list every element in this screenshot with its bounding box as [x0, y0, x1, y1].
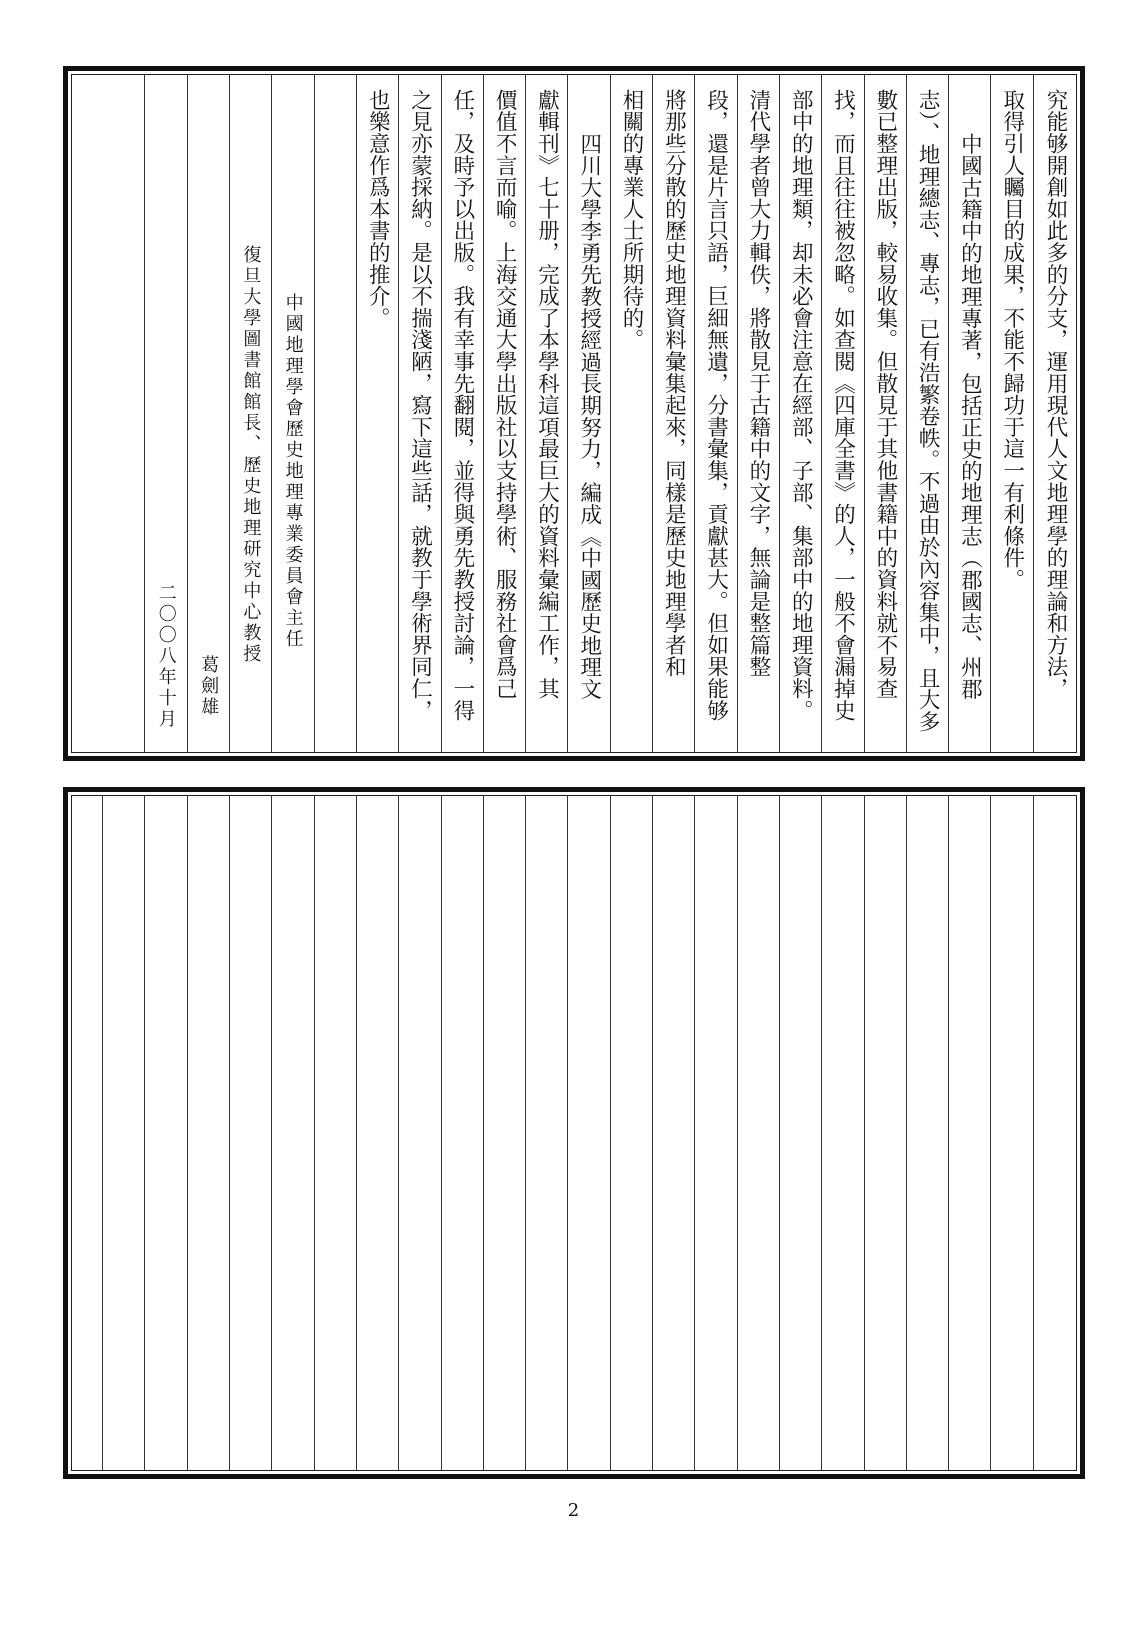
blank-ruled-frame: [63, 787, 1085, 1479]
signature-name: 葛劍雄: [188, 75, 230, 752]
empty-column: [72, 796, 103, 1470]
empty-column: [865, 796, 907, 1470]
text-column: 中國古籍中的地理專著，包括正史的地理志（郡國志、州郡: [949, 75, 991, 752]
empty-column: [103, 796, 145, 1470]
empty-column: [568, 796, 610, 1470]
empty-column: [653, 796, 695, 1470]
empty-column: [738, 796, 780, 1470]
empty-column: [442, 796, 484, 1470]
signature-title-1: 中國地理學會歷史地理專業委員會主任: [272, 75, 314, 752]
signature-date: 二〇〇八年十月: [145, 75, 187, 752]
text-column: 取得引人矚目的成果，不能不歸功于這一有利條件。: [991, 75, 1033, 752]
empty-column: [991, 796, 1033, 1470]
empty-column: [907, 796, 949, 1470]
column-grid: [71, 74, 1077, 753]
page-number: 2: [567, 1500, 580, 1521]
column-grid: [71, 795, 1077, 1471]
text-column: 部中的地理類，却未必會注意在經部、子部、集部中的地理資料。: [780, 75, 822, 752]
empty-column: [72, 75, 145, 752]
empty-column: [695, 796, 737, 1470]
empty-column: [272, 796, 314, 1470]
text-column: 四川大學李勇先教授經過長期努力，編成《中國歷史地理文: [568, 75, 610, 752]
text-column: 價值不言而喻。上海交通大學出版社以支持學術、服務社會爲己: [484, 75, 526, 752]
empty-column: [315, 75, 357, 752]
text-column: 任，及時予以出版。我有幸事先翻閱，並得與勇先教授討論，一得: [442, 75, 484, 752]
empty-column: [315, 796, 357, 1470]
text-column: 也樂意作爲本書的推介。: [357, 75, 399, 752]
empty-column: [611, 796, 653, 1470]
empty-column: [399, 796, 441, 1470]
empty-column: [1034, 796, 1076, 1470]
text-column: 獻輯刊》七十册，完成了本學科這項最巨大的資料彙編工作，其: [526, 75, 568, 752]
text-column: 清代學者曾大力輯佚，將散見于古籍中的文字，無論是整篇整: [738, 75, 780, 752]
text-column: 將那些分散的歷史地理資料彙集起來，同樣是歷史地理學者和: [653, 75, 695, 752]
empty-column: [357, 796, 399, 1470]
text-column: 究能够開創如此多的分支，運用現代人文地理學的理論和方法，: [1043, 89, 1068, 700]
text-frame: [63, 66, 1085, 761]
text-column: 段，還是片言只語，巨細無遺，分書彙集，貢獻甚大。但如果能够: [695, 75, 737, 752]
text-column: 相關的專業人士所期待的。: [611, 75, 653, 752]
empty-column: [484, 796, 526, 1470]
text-column: 找，而且往往被忽略。如查閱《四庫全書》的人，一般不會漏掉史: [822, 75, 864, 752]
signature-title-2: 復旦大學圖書館館長、歷史地理研究中心教授: [230, 75, 272, 752]
text-column: 數已整理出版，較易收集。但散見于其他書籍中的資料就不易查: [865, 75, 907, 752]
empty-column: [188, 796, 230, 1470]
text-column: 之見亦蒙採納。是以不揣淺陋，寫下這些話，就教于學術界同仁，: [399, 75, 441, 752]
empty-column: [526, 796, 568, 1470]
text-column: 志）、地理總志、專志，已有浩繁卷帙。不過由於內容集中，且大多: [907, 75, 949, 752]
empty-column: [949, 796, 991, 1470]
empty-column: [230, 796, 272, 1470]
empty-column: [145, 796, 187, 1470]
empty-column: [780, 796, 822, 1470]
empty-column: [822, 796, 864, 1470]
